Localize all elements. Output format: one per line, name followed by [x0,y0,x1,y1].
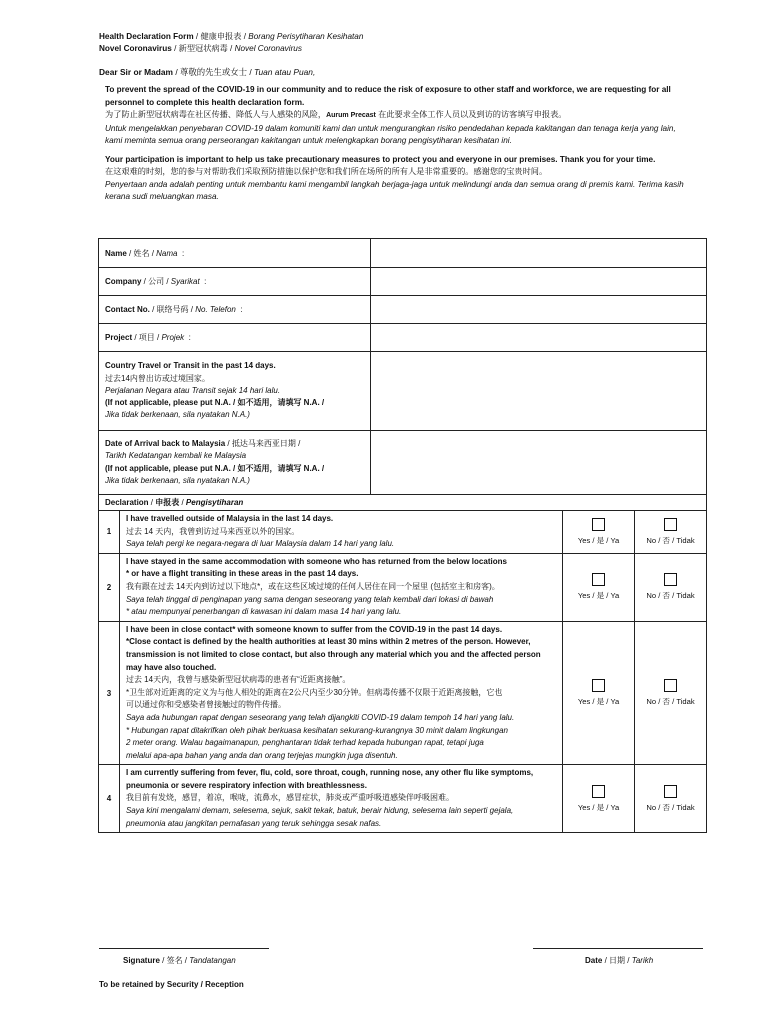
yes-label: Yes / 是 / Ya [577,591,620,601]
no-checkbox[interactable] [664,679,677,692]
declaration-question-line: melalui apa-apa bahan yang anda dan orang terjejas mungkin juga disentuh. [125,750,398,760]
declaration-number: 4 [99,765,120,833]
declaration-question-line: 过去 14天内，我曾与感染新型冠状病毒的患者有“近距离接触”。 [125,675,351,685]
name-row [99,239,707,268]
arrival-row [99,431,707,495]
declaration-question-line: pneumonia or severe respiratory infection with breathlessness. [125,780,367,790]
declaration-question-line: I am currently suffering from fever, flu, cold, sore throat, cough, running nose, any other flu like symptoms, [125,768,534,778]
declaration-question [119,553,562,621]
declaration-question [119,765,562,833]
signature-label: Signature / 签名 / Tandatangan [123,956,236,965]
declaration-question-line: 我目前有发烧，感冒，着凉，喉咙，流鼻水，感冒症状，肺炎或严重呼吸道感染伴呼吸困难。 [125,793,454,803]
declaration-question-line: 可以通过你和受感染者曾接触过的物件传播。 [125,700,286,710]
company-label: Company / 公司 / Syarikat : [99,268,371,296]
no-option [635,511,707,554]
yes-option [563,553,635,621]
declaration-question-line: I have been in close contact* with someone known to suffer from the COVID-19 in the past 14 days. [125,624,503,634]
date-block [533,948,703,966]
yes-option [563,511,635,554]
signature-block [99,948,269,966]
yes-label: Yes / 是 / Ya [577,535,620,545]
date-line[interactable] [533,948,703,949]
declaration-row [99,765,707,833]
declaration-header: Declaration / 申报表 / Pengisytiharan [99,495,707,511]
yes-option [563,765,635,833]
intro-p1-zh: 为了防止新型冠状病毒在社区传播、降低人与人感染的风险，Aurum Precast 在此要求全体工作人员以及到访的访客填写申报表。 [105,110,567,119]
no-option [635,553,707,621]
intro-p2-ms: Penyertaan anda adalah penting untuk membantu kami mengambil langkah berjaga-jaga untuk melindungi anda dan semua orang di premis kami. Terima kasih kerana sudi meluangkan masa. [105,179,684,201]
declaration-question-line: * or have a flight transiting in these areas in the past 14 days. [125,569,359,579]
arrival-field[interactable] [371,431,707,495]
declaration-question-line: Saya telah pergi ke negara-negara di luar Malaysia dalam 14 hari yang lalu. [125,539,395,549]
yes-checkbox[interactable] [592,573,605,586]
declaration-question-line: transmission is not limited to close contact, but also through any material which you and the affected person [125,649,541,659]
declaration-question-line: * Hubungan rapat ditakrifkan oleh pihak berkuasa kesihatan sekurang-kurangnya 30 minit dalam lingkungan [125,725,508,735]
project-field[interactable] [371,324,707,352]
declaration-table [98,510,707,833]
yes-checkbox[interactable] [592,679,605,692]
no-option [635,621,707,765]
declaration-question-line: *卫生部对近距离的定义为与他人相处的距离在2公尺内至少30分钟。但病毒传播不仅限于近距离接触，它也 [125,687,503,697]
name-field[interactable] [371,239,707,268]
declaration-row [99,553,707,621]
company-row [99,268,707,296]
declaration-question-line: 2 meter orang. Walau bagaimanapun, penghantaran tidak terhad kepada hubungan rapat, tetapi juga [125,738,484,748]
declaration-row [99,621,707,765]
no-option [635,765,707,833]
intro-text [105,84,695,204]
no-checkbox[interactable] [664,573,677,586]
form-header [99,31,363,55]
intro-p2-zh: 在这艰难的时刻，您的参与对帮助我们采取预防措施以保护您和我们所在场所的所有人是非常重要的。感谢您的宝贵时间。 [105,167,548,176]
travel-label: Country Travel or Transit in the past 14 days. 过去14内曾出访或过境国家。 Perjalanan Negara atau Transit sejak 14 hari lalu. (If not applicable, please put N.A. / 如不适用，请填写 N.A. / Jika tidak berkenaan, sila nyatakan N.A.) [99,352,371,431]
declaration-question [119,621,562,765]
declaration-row [99,511,707,554]
declaration-number: 2 [99,553,120,621]
declaration-question-line: pneumonia atau jangkitan pernafasan yang teruk sehingga sesak nafas. [125,818,382,828]
intro-p1-en: To prevent the spread of the COVID-19 in our community and to reduce the risk of exposure to other staff and workforce, we are requesting for all personnel to complete this health declaration form. [105,85,671,107]
declaration-question-line: *Close contact is defined by the health authorities at least 30 mins within 2 metres of the person. However, [125,637,531,647]
intro-p1-ms: Untuk mengelakkan penyebaran COVID-19 dalam komuniti kami dan untuk mengurangkan risiko pendedahan kepada kakitangan dan tenaga kerja yang lain, kami meminta semua orang perseorangan kakitangan untuk melengkapkan borang pengisytiharan kesihatan ini. [105,123,676,145]
contact-label: Contact No. / 联络号码 / No. Telefon : [99,296,371,324]
personal-info-table [98,238,707,511]
no-checkbox[interactable] [664,785,677,798]
travel-field[interactable] [371,352,707,431]
no-checkbox[interactable] [664,518,677,531]
declaration-question-line: Saya ada hubungan rapat dengan seseorang yang telah dijangkiti COVID-19 dalam tempoh 14 hari yang lalu. [125,712,515,722]
declaration-question-line: Saya kini mengalami demam, selesema, sejuk, sakit tekak, batuk, berair hidung, selesema lain seperti gejala, [125,806,514,816]
declaration-question-line: I have travelled outside of Malaysia in the last 14 days. [125,514,334,523]
declaration-question-line: 我有跟在过去 14天内到访过以下地点*，或在这些区域过境的任何人居住在同一个屋里 (包括室主和房客)。 [125,581,500,591]
yes-label: Yes / 是 / Ya [577,802,620,812]
salutation: Dear Sir or Madam / 尊敬的先生或女士 / Tuan atau Puan, [99,67,316,77]
project-label: Project / 项目 / Projek : [99,324,371,352]
form-subtitle: Novel Coronavirus / 新型冠状病毒 / Novel Coronavirus [99,44,302,53]
declaration-question-line: 过去 14 天内，我曾到访过马来西亚以外的国家。 [125,526,300,536]
no-label: No / 否 / Tidak [646,697,695,707]
intro-p2-en: Your participation is important to help us take precautionary measures to protect you and everyone in our premises. Thank you for your time. [105,154,656,164]
declaration-question-line: I have stayed in the same accommodation with someone who has returned from the below locations [125,556,507,566]
form-title: Health Declaration Form / 健康申报表 / Borang Perisytiharan Kesihatan [99,32,364,41]
declaration-question-line: may have also touched. [125,662,217,672]
declaration-number: 3 [99,621,120,765]
yes-checkbox[interactable] [592,785,605,798]
yes-option [563,621,635,765]
contact-row [99,296,707,324]
yes-label: Yes / 是 / Ya [577,697,620,707]
no-label: No / 否 / Tidak [646,802,695,812]
no-label: No / 否 / Tidak [646,535,695,545]
company-field[interactable] [371,268,707,296]
no-label: No / 否 / Tidak [646,591,695,601]
declaration-header-row [99,495,707,511]
declaration-question-line: Saya telah tinggal di penginapan yang sama dengan seseorang yang telah kembali dari lokasi di bawah [125,594,494,604]
travel-row [99,352,707,431]
arrival-label: Date of Arrival back to Malaysia / 抵达马来西亚日期 / Tarikh Kedatangan kembali ke Malaysia (If not applicable, please put N.A. / 如不适用，请填写 N.A. / Jika tidak berkenaan, sila nyatakan N.A.) [99,431,371,495]
yes-checkbox[interactable] [592,518,605,531]
declaration-question [119,511,562,554]
signature-line[interactable] [99,948,269,949]
declaration-question-line: * atau mempunyai penerbangan di kawasan ini dalam masa 14 hari yang lalu. [125,607,402,617]
project-row [99,324,707,352]
name-label: Name / 姓名 / Nama : [99,239,371,268]
retain-note: To be retained by Security / Reception [99,980,244,989]
date-label: Date / 日期 / Tarikh [585,956,654,965]
declaration-number: 1 [99,511,120,554]
contact-field[interactable] [371,296,707,324]
